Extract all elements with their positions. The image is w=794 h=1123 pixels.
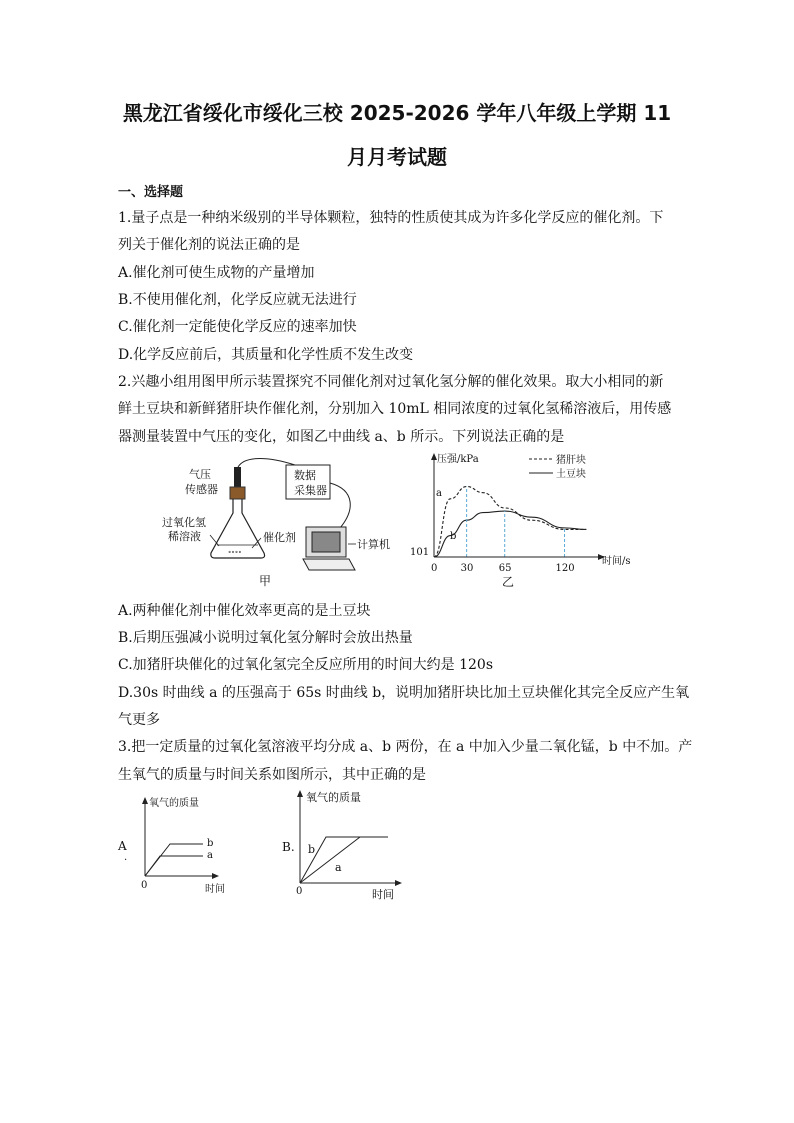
q1-stem-line2: 列关于催化剂的说法正确的是 <box>118 237 300 253</box>
graph-b-x-arrow <box>395 880 402 886</box>
q2-stem-line3: 器测量装置中气压的变化，如图乙中曲线 a、b 所示。下列说法正确的是 <box>118 429 565 445</box>
collector-wire <box>330 483 350 528</box>
pressure-chart <box>405 448 655 588</box>
sensor-label-2: 传感器 <box>185 483 218 496</box>
page-title-line1: 黑龙江省绥化市绥化三校 2025-2026 学年八年级上学期 11 <box>122 101 672 125</box>
chart-x-tick-30: 30 <box>460 563 474 574</box>
q2-option-d: D.30s 时曲线 a 的压强高于 65s 时曲线 b，说明加猪肝块比加土豆块催化其完全反应产生氧 <box>118 685 690 701</box>
graph-a-origin: 0 <box>141 880 148 891</box>
graph-a-label-a: a <box>207 850 213 861</box>
solution-label-2: 稀溶液 <box>168 530 201 543</box>
chart-x-tick-120: 120 <box>555 563 575 574</box>
apparatus-diagram <box>155 455 415 595</box>
solution-label-1: 过氧化氢 <box>162 516 206 529</box>
section-heading: 一、选择题 <box>118 185 184 200</box>
computer-label: 计算机 <box>357 538 390 551</box>
apparatus-caption: 甲 <box>259 574 272 588</box>
chart-curve-a <box>434 487 586 557</box>
graph-a-ylabel: 氧气的质量 <box>149 798 199 809</box>
chart-caption: 乙 <box>502 575 515 588</box>
computer-keyboard <box>303 559 355 570</box>
graph-a-label-b: b <box>207 838 214 849</box>
graph-a-x-arrow <box>212 873 219 879</box>
q2-option-b: B.后期压强减小说明过氧化氢分解时会放出热量 <box>118 630 413 646</box>
graph-b-ylabel: 氧气的质量 <box>306 791 361 804</box>
curve-label-a: a <box>436 488 442 499</box>
catalyst-label: 催化剂 <box>263 531 296 544</box>
graph-a-line-a <box>145 856 203 876</box>
graph-b-y-arrow <box>297 790 303 797</box>
graph-b-xlabel: 时间 <box>372 888 394 901</box>
chart-xlabel: 时间/s <box>602 556 631 567</box>
q1-option-b: B.不使用催化剂，化学反应就无法进行 <box>118 292 357 308</box>
q2-stem-line1: 2.兴趣小组用图甲所示装置探究不同催化剂对过氧化氢分解的催化效果。取大小相同的新 <box>118 374 664 390</box>
q3-stem-line2: 生氧气的质量与时间关系如图所示，其中正确的是 <box>118 767 426 783</box>
graph-a-option-label: A <box>118 839 127 853</box>
q2-option-d-cont: 气更多 <box>118 712 160 728</box>
computer-screen <box>312 532 340 552</box>
q3-stem-line1: 3.把一定质量的过氧化氢溶液平均分成 a、b 两份，在 a 中加入少量二氧化锰，b 中不加。产 <box>118 739 693 755</box>
q2-option-c: C.加猪肝块催化的过氧化氢完全反应所用的时间大约是 120s <box>118 657 494 673</box>
graph-a-y-arrow <box>142 797 148 804</box>
collector-label-1: 数据 <box>294 469 316 482</box>
catalyst-pieces: ∘∘∘∘ <box>228 548 242 556</box>
chart-y-tick-101: 101 <box>410 547 430 558</box>
q2-option-a: A.两种催化剂中催化效率更高的是土豆块 <box>118 603 371 619</box>
q1-option-c: C.催化剂一定能使化学反应的速率加快 <box>118 319 357 335</box>
chart-x-tick-0: 0 <box>431 563 438 574</box>
q3-graph-a <box>115 788 245 898</box>
chart-curve-b <box>434 511 586 557</box>
q1-stem-line1: 1.量子点是一种纳米级别的半导体颗粒，独特的性质使其成为许多化学反应的催化剂。下 <box>118 210 664 226</box>
page-title-line2: 月月考试题 <box>347 145 447 169</box>
legend-label-potato: 土豆块 <box>556 469 586 480</box>
chart-ylabel: 压强/kPa <box>437 454 479 465</box>
q2-stem-line2: 鲜土豆块和新鲜猪肝块作催化剂，分别加入 10mL 相同浓度的过氧化氢稀溶液后，用传感 <box>118 401 672 417</box>
graph-a-dot: . <box>124 852 128 863</box>
stopper <box>230 487 245 499</box>
sensor-probe <box>234 467 241 487</box>
graph-a-xlabel: 时间 <box>205 884 225 895</box>
legend-label-liver: 猪肝块 <box>556 455 586 466</box>
curve-label-b: b <box>450 531 457 542</box>
graph-b-label-a: a <box>335 861 342 874</box>
graph-b-option-label: B. <box>282 840 295 854</box>
chart-x-tick-65: 65 <box>498 563 512 574</box>
sensor-label-1: 气压 <box>189 468 211 481</box>
q1-option-d: D.化学反应前后，其质量和化学性质不发生改变 <box>118 347 414 363</box>
collector-label-2: 采集器 <box>294 484 327 497</box>
graph-a-line-b <box>145 844 203 876</box>
q1-option-a: A.催化剂可使生成物的产量增加 <box>118 265 315 281</box>
graph-b-origin: 0 <box>296 886 303 897</box>
q3-graph-b <box>278 783 408 903</box>
graph-b-label-b: b <box>308 843 316 856</box>
